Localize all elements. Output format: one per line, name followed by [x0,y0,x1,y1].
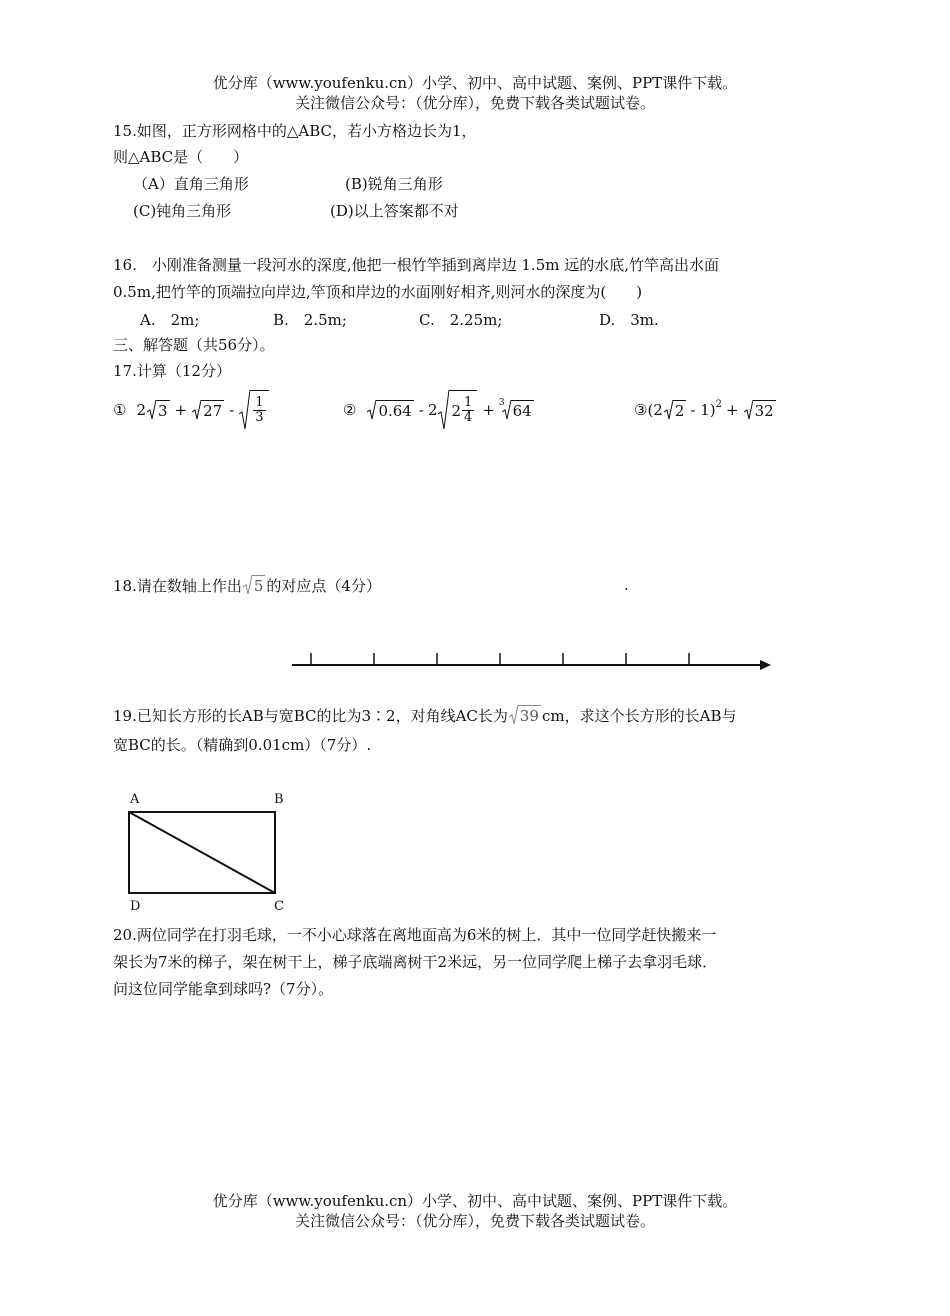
q17-expression-2 [343,390,535,430]
sqrt-27-radicand: 27 [203,401,223,420]
fraction-one-quarter: $\frac{1}{4}$ [464,395,473,425]
sqrt-2-radicand: 2 [674,401,685,420]
expr3-mid: - 1) [690,401,716,419]
sqrt-0-64-radicand: 0.64 [378,401,412,420]
q17-title: 17.计算（12分） [113,362,231,380]
q15-option-b: (B)锐角三角形 [345,175,443,193]
sqrt-2 [664,400,687,420]
vertex-b-label: B [274,792,284,807]
sqrt-5-radicand: 5 [253,576,264,595]
sqrt-32 [744,400,776,420]
q18-dot: . [624,576,629,594]
cbrt-64-radicand: 64 [512,401,532,420]
expr3-label: ③ [634,401,648,419]
expr1-minus: - [229,401,235,419]
q19-line-2: 宽BC的长。（精确到0.01cm）（7分）. [113,736,372,754]
q19-text-pre: 19.已知长方形的长AB与宽BC的比为3∶2，对角线AC长为 [113,706,508,725]
q15-option-d: (D)以上答案都不对 [330,202,459,220]
q17-expression-1 [113,390,270,430]
q19-text-post: cm，求这个长方形的长AB与 [541,706,737,725]
sqrt-27 [192,400,224,420]
q16-option-a: A. 2m; [140,311,200,329]
diagonal-ac [129,812,275,893]
expr3-open: (2 [647,401,663,419]
expr2-coef: 2 [427,401,438,419]
q20-line-1: 20.两位同学在打羽毛球，一不小心球落在离地面高为6米的树上．其中一位同学赶快搬来一 [113,926,717,944]
sqrt-one-third [239,390,268,430]
cbrt-64 [502,400,534,420]
sqrt-5 [243,575,266,595]
expr2-minus: - [418,401,424,419]
q16-line-1: 16. 小刚准备测量一段河水的深度,他把一根竹竿插到离岸边 1.5m 远的水底,竹竿高出水面 [113,256,720,274]
q18-line [113,574,381,596]
expr1-plus: + [174,401,188,419]
sqrt-3 [147,400,170,420]
q15-line-1: 15.如图，正方形网格中的△ABC，若小方格边长为1， [113,122,477,140]
rectangle-abcd-diagram [127,810,279,896]
expr3-exponent: 2 [715,398,723,410]
q18-text-pre: 18.请在数轴上作出 [113,576,242,595]
sqrt-39 [509,705,541,725]
number-line [290,648,772,674]
number-line-arrow [760,660,771,670]
footer-line-2: 关注微信公众号：（优分库），免费下载各类试题试卷。 [294,1212,655,1230]
sqrt-mixed-number [438,390,477,430]
q19-line-1 [113,704,736,726]
q17-expression-3 [634,390,777,430]
q16-line-2: 0.5m,把竹竿的顶端拉向岸边,竿顶和岸边的水面刚好相齐,则河水的深度为( ) [113,283,643,301]
sqrt-32-radicand: 32 [754,401,774,420]
sqrt-0-64 [367,400,413,420]
q16-option-c: C. 2.25m; [419,311,503,329]
q16-option-b: B. 2.5m; [273,311,347,329]
mixed-whole: 2 [451,401,462,420]
q20-line-2: 架长为7米的梯子，架在树干上，梯子底端离树干2米远，另一位同学爬上梯子去拿羽毛球． [113,953,718,971]
fraction-one-third: $\frac{1}{3}$ [255,395,264,425]
vertex-c-label: C [274,899,284,914]
header-line-2: 关注微信公众号：（优分库），免费下载各类试题试卷。 [294,94,655,112]
q15-option-c: (C)钝角三角形 [133,202,232,220]
section-3-title: 三、解答题（共56分）。 [113,336,275,354]
vertex-d-label: D [130,899,141,914]
q16-option-d: D. 3m. [599,311,659,329]
expr1-label: ① [113,401,127,419]
q20-line-3: 问这位同学能拿到球吗?（7分）。 [113,980,334,998]
cube-root-index: 3 [498,398,505,408]
sqrt-39-radicand: 39 [519,706,539,725]
expr1-coef: 2 [136,401,146,419]
q18-text-post: 的对应点（4分） [266,576,381,595]
footer-line-1: 优分库（www.youfenku.cn）小学、初中、高中试题、案例、PPT课件下载。 [212,1192,738,1210]
vertex-a-label: A [130,792,140,807]
q15-option-a: （A）直角三角形 [133,175,249,193]
q15-line-2: 则△ABC是（ ） [113,148,249,166]
expr3-plus: + [726,401,739,419]
expr2-label: ② [343,401,357,419]
sqrt-3-radicand: 3 [158,401,168,420]
header-line-1: 优分库（www.youfenku.cn）小学、初中、高中试题、案例、PPT课件下载。 [212,74,738,92]
expr2-plus: + [482,401,495,419]
